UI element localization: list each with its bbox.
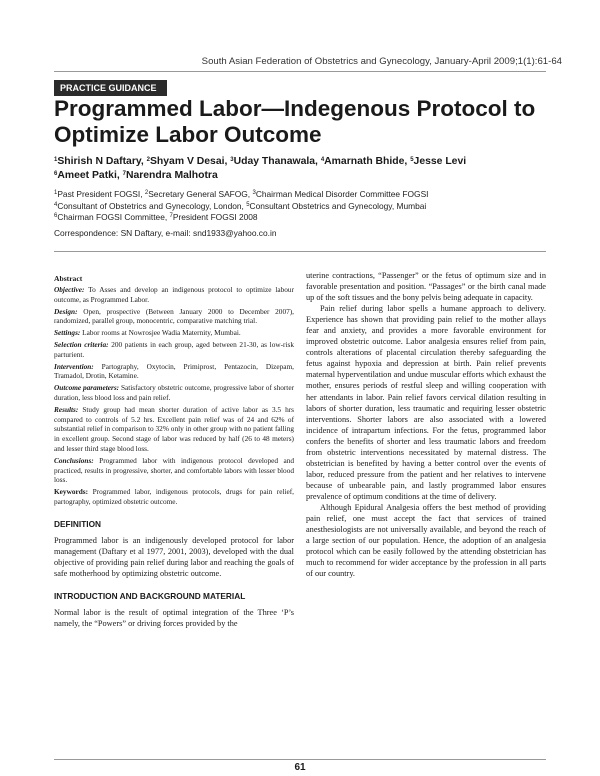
abstract-outcome: Outcome parameters: Satisfactory obstetric outcome, progressive labor of shorter duration, less blood loss and pain relief.: [54, 383, 294, 402]
correspondence: Correspondence: SN Daftary, e-mail: snd1933@yahoo.co.in: [54, 228, 277, 238]
section-badge: PRACTICE GUIDANCE: [54, 80, 167, 96]
header-divider: [54, 71, 546, 72]
affiliation: $^5$Consultant Obstetrics and Gynecology, Mumbai: [246, 200, 427, 211]
abstract-selection: Selection criteria: 200 patients in each group, aged between 21-30, as low-risk parturient.: [54, 339, 294, 359]
abstract-settings: Settings: Labor rooms at Nowrosjee Wadia Maternity, Mumbai.: [54, 328, 241, 338]
affiliation: $^7$President FOGSI 2008: [169, 212, 258, 222]
abstract-results: Results: Study group had mean shorter duration of active labor as 3.5 hrs compared to controls of 5.2 hrs. Excellent pain relief was of 24 and 62% of substantial relief in comparison to 32% only in other group with no patient falling in excellent group. Second stage of labor was reduced by half (26 to 48 meters) and lesser third stage blood loss.: [54, 404, 294, 453]
author: $^2$Shyam V Desai,: [146, 156, 231, 167]
abstract-conclusions: Conclusions: Programmed labor with indigenous protocol developed and practiced, results in progressive, shorter, and comfortable labors with lesser blood loss.: [54, 455, 294, 485]
author: $^7$Narendra Malhotra: [122, 170, 218, 181]
body-paragraph: Although Epidural Analgesia offers the best method of providing pain relief, one must accept the fact that services of trained anesthesiologists are not universally available, and beyond the reach of a large section of our population. Hence, the adoption of an analgesia protocol which can be easily followed by the attending obstetrician has much to recommend for wider acceptance by the profession in all parts of our country.: [306, 502, 546, 579]
affiliations: [54, 189, 554, 224]
abstract-heading: Abstract: [54, 274, 83, 283]
affiliation: $^6$Chairman FOGSI Committee,: [54, 212, 170, 222]
affiliation: $^2$Secretary General SAFOG,: [144, 189, 253, 199]
introduction-heading: INTRODUCTION AND BACKGROUND MATERIAL: [54, 590, 246, 601]
affiliation: $^4$Consultant of Obstetrics and Gynecology, London,: [54, 200, 247, 211]
author-list: [54, 155, 534, 183]
right-column: [306, 270, 546, 579]
author: $^6$Ameet Patki,: [54, 170, 123, 181]
author: $^4$Amarnath Bhide,: [320, 156, 411, 167]
body-paragraph: Pain relief during labor spells a humane approach to delivery. Experience has shown that providing pain relief to the mother allays fear and anxiety, and provides a more favorable environment for improved obstetric outcome. Labor analgesia ensures relief from pain, controls alterations of placental circulation thereby safeguarding the fetus against hypoxia and depression at birth. Pain relief prevents maternal hyperventilation and undue muscular efforts which exhaust the mother, ensures periods of restful sleep and willing cooperation with her attendants in labor. Pain relief favors cervical dilation resulting in labors of shorter duration, less traumatic and requiring lesser obstetric interventions. Shorter labors are also associated with a lowered incidence of intrapartum infections. For the fetus, programmed labor confers the benefits of shorter and less traumatic labors and freedom from obstetric interventions necessitated by maternal distress. The obstetrician is benefited by having a better control over the events of labor, reduced pressure from the patient and her relatives to intervene because of unbearable pain, and lastly programmed labor ensures prevalence of optimum conditions at the time of delivery.: [306, 304, 546, 501]
abstract-objective: Objective: To Asses and develop an indigenous protocol to optimize labour outcome, as Programmed Labor.: [54, 285, 294, 304]
abstract-design: Design: Open, prospective (Between January 2000 to December 2007), randomized, parallel group, monocentric, comparative matching trial.: [54, 306, 294, 326]
definition-heading: DEFINITION: [54, 518, 102, 529]
affiliation: $^1$Past President FOGSI,: [54, 189, 145, 199]
header-bottom-divider: [54, 251, 546, 252]
footer-divider: [54, 759, 546, 760]
journal-citation: South Asian Federation of Obstetrics and Gynecology, January-April 2009;1(1):61-64: [201, 56, 562, 67]
introduction-paragraph: Normal labor is the result of optimal integration of the Three ‘P’s namely, the “Powers” or driving forces provided by the: [54, 607, 294, 628]
abstract-keywords: Keywords: Programmed labor, indigenous protocols, drugs for pain relief, partography, optimized obstetric outcome.: [54, 487, 294, 506]
body-paragraph: uterine contractions, “Passenger” or the fetus of optimum size and in favorable presentation and position. “Passages” or the birth canal made up of the soft tissues and the bony pelvis being adequate in capacity.: [306, 271, 546, 303]
left-column: [54, 274, 294, 629]
author: $^3$Uday Thanawala,: [230, 156, 321, 167]
article-title: Programmed Labor—Indegenous Protocol to Optimize Labor Outcome: [54, 96, 536, 147]
author: $^1$Shirish N Daftary,: [54, 156, 147, 167]
affiliation: $^3$Chairman Medical Disorder Committee FOGSI: [252, 189, 429, 199]
abstract-intervention: Intervention: Partography, Oxytocin, Primiprost, Pentazocin, Dizepam, Tramadol, Drotin, Ketamine.: [54, 361, 294, 381]
definition-paragraph: Programmed labor is an indigenously developed protocol for labor management (Daftary et al 1977, 2001, 2003), developed with the dual objective of providing pain relief during labor and reaching the goals of safe motherhood by optimizing obstetric outcome.: [54, 535, 294, 578]
page-number: 61: [294, 762, 306, 773]
author: $^5$Jesse Levi: [410, 156, 467, 167]
